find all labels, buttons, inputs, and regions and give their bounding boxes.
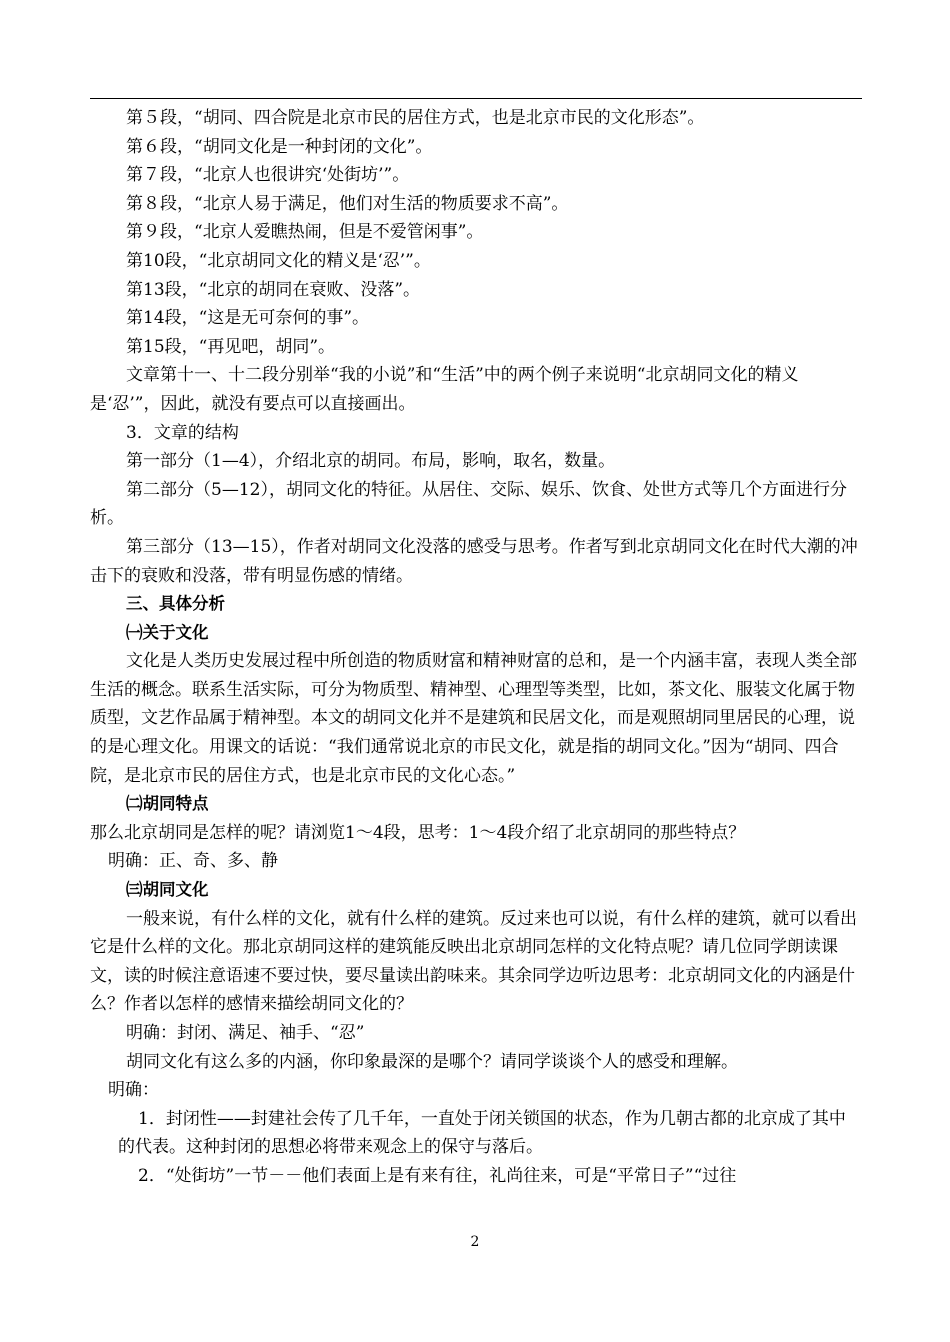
- list-item-closed: 1．封闭性——封建社会传了几千年，一直处于闭关锁国的状态，作为几朝古都的北京成了其中的代表。这种封闭的思想必将带来观念上的保守与落后。: [118, 1108, 846, 1158]
- section-heading-structure: 3．文章的结构: [126, 422, 239, 443]
- paragraph-14: 第14段，“这是无可奈何的事”。: [126, 308, 370, 329]
- question-paragraph: 那么北京胡同是怎样的呢？请浏览1～4段，思考：1～4段介绍了北京胡同的那些特点？: [90, 822, 746, 843]
- part-two: 第二部分（5—12），胡同文化的特征。从居住、交际、娱乐、饮食、处世方式等几个方面进行分析。: [90, 479, 847, 529]
- paragraph-15: 第15段，“再见吧，胡同”。: [126, 336, 336, 357]
- hutong-culture-paragraph: 一般来说，有什么样的文化，就有什么样的建筑。反过来也可以说，有什么样的建筑，就可以看出它是什么样的文化。那北京胡同这样的建筑能反映出北京胡同怎样的文化特点呢？请几位同学朗读课文，读的时候注意语速不要过快，要尽量读出韵味来。其余同学边听边思考：北京胡同文化的内涵是什么？作者以怎样的感情来描绘胡同文化的？: [90, 908, 857, 1015]
- paragraph-note: 文章第十一、十二段分别举“我的小说”和“生活”中的两个例子来说明“北京胡同文化的精义是‘忍’”，因此，就没有要点可以直接画出。: [90, 365, 799, 414]
- culture-paragraph: 文化是人类历史发展过程中所创造的物质财富和精神财富的总和，是一个内涵丰富，表现人类全部生活的概念。联系生活实际，可分为物质型、精神型、心理型等类型，比如，茶文化、服装文化属于物质型，文艺作品属于精神型。本文的胡同文化并不是建筑和民居文化，而是观照胡同里居民的心理，说的是心理文化。用课文的话说：“我们通常说北京的市民文化，就是指的胡同文化。”因为“胡同、四合院，是北京市民的居住方式，也是北京市民的文化心态。”: [90, 651, 857, 786]
- paragraph-9: 第９段，“北京人爱瞧热闹，但是不爱管闲事”。: [126, 222, 484, 243]
- part-one: 第一部分（1—4），介绍北京的胡同。布局，影响，取名，数量。: [126, 451, 616, 472]
- paragraph-10: 第10段，“北京胡同文化的精义是‘忍’”。: [126, 250, 431, 271]
- answer-label: 明确：: [108, 1080, 159, 1101]
- heading-about-culture: ㈠关于文化: [126, 622, 209, 642]
- answer-culture: 明确：封闭、满足、袖手、“忍”: [126, 1023, 365, 1043]
- paragraph-5: 第５段，“胡同、四合院是北京市民的居住方式，也是北京市民的文化形态”。: [126, 108, 705, 128]
- list-item-neighbors: 2．“处街坊”一节－－他们表面上是有来有往，礼尚往来，可是“平常日子”“过往: [138, 1165, 737, 1186]
- header-rule: [90, 98, 862, 99]
- page-number: 2: [470, 1234, 480, 1250]
- answer-features: 明确：正、奇、多、静: [108, 851, 278, 872]
- paragraph-7: 第７段，“北京人也很讲究‘处街坊’”。: [126, 165, 410, 186]
- heading-hutong-features: ㈡胡同特点: [126, 794, 209, 814]
- question-impression: 胡同文化有这么多的内涵，你印象最深的是哪个？请同学谈谈个人的感受和理解。: [126, 1051, 738, 1072]
- part-three: 第三部分（13—15），作者对胡同文化没落的感受与思考。作者写到北京胡同文化在时代大潮的冲击下的衰败和没落，带有明显伤感的情绪。: [90, 536, 858, 586]
- heading-hutong-culture: ㈢胡同文化: [126, 880, 209, 900]
- heading-analysis: 三、具体分析: [126, 594, 225, 614]
- paragraph-6: 第６段，“胡同文化是一种封闭的文化”。: [126, 136, 433, 157]
- document-body: [90, 104, 862, 1191]
- paragraph-13: 第13段，“北京的胡同在衰败、没落”。: [126, 279, 421, 300]
- paragraph-8: 第８段，“北京人易于满足，他们对生活的物质要求不高”。: [126, 193, 569, 214]
